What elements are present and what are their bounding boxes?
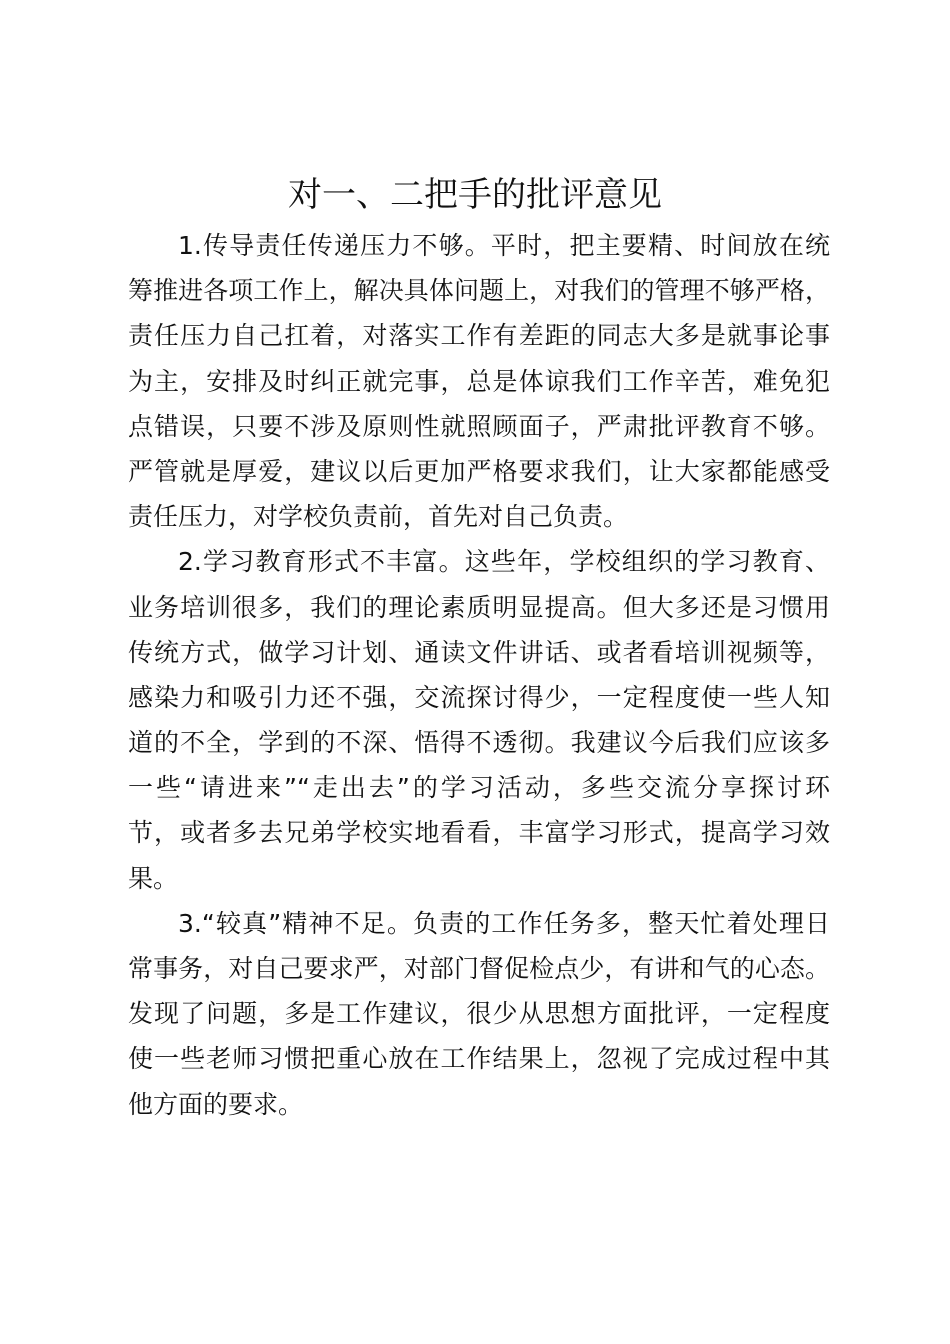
paragraph-line: 3.“较真”精神不足。负责的工作任务多，整天忙着处理日 [178, 908, 830, 938]
paragraph-line: 使一些老师习惯把重心放在工作结果上，忽视了完成过程中其 [128, 1044, 830, 1074]
paragraph-line: 果。 [128, 863, 179, 893]
paragraph-line: 传统方式，做学习计划、通读文件讲话、或者看培训视频等， [128, 637, 830, 667]
document-title: 对一、二把手的批评意见 [288, 175, 662, 215]
paragraph-line: 责任压力，对学校负责前，首先对自己负责。 [128, 502, 629, 532]
paragraph-line: 点错误，只要不涉及原则性就照顾面子，严肃批评教育不够。 [128, 411, 830, 441]
paragraph-line: 感染力和吸引力还不强，交流探讨得少，一定程度使一些人知 [128, 682, 830, 712]
paragraph-line: 常事务，对自己要求严，对部门督促检点少，有讲和气的心态。 [128, 954, 830, 983]
paragraph-line: 他方面的要求。 [128, 1089, 304, 1119]
paragraph-1 [128, 223, 830, 539]
paragraph-line: 2.学习教育形式不丰富。这些年，学校组织的学习教育、 [178, 547, 830, 577]
paragraph-line: 一些“请进来”“走出去”的学习活动，多些交流分享探讨环 [128, 773, 830, 803]
paragraph-line: 为主，安排及时纠正就完事，总是体谅我们工作辛苦，难免犯 [128, 366, 830, 396]
paragraph-line: 节，或者多去兄弟学校实地看看，丰富学习形式，提高学习效 [128, 818, 830, 848]
paragraph-line: 发现了问题，多是工作建议，很少从思想方面批评，一定程度 [128, 999, 830, 1029]
paragraph-line: 业务培训很多，我们的理论素质明显提高。但大多还是习惯用 [128, 592, 830, 622]
paragraph-2 [128, 539, 830, 901]
paragraph-3 [128, 901, 830, 1127]
document-body [128, 223, 830, 1127]
paragraph-line: 筹推进各项工作上，解决具体问题上，对我们的管理不够严格， [128, 276, 830, 306]
paragraph-line: 1.传导责任传递压力不够。平时，把主要精、时间放在统 [178, 231, 830, 260]
paragraph-line: 责任压力自己扛着，对落实工作有差距的同志大多是就事论事 [128, 321, 830, 351]
paragraph-line: 道的不全，学到的不深、悟得不透彻。我建议今后我们应该多 [128, 728, 830, 758]
paragraph-line: 严管就是厚爱，建议以后更加严格要求我们，让大家都能感受 [128, 456, 830, 486]
